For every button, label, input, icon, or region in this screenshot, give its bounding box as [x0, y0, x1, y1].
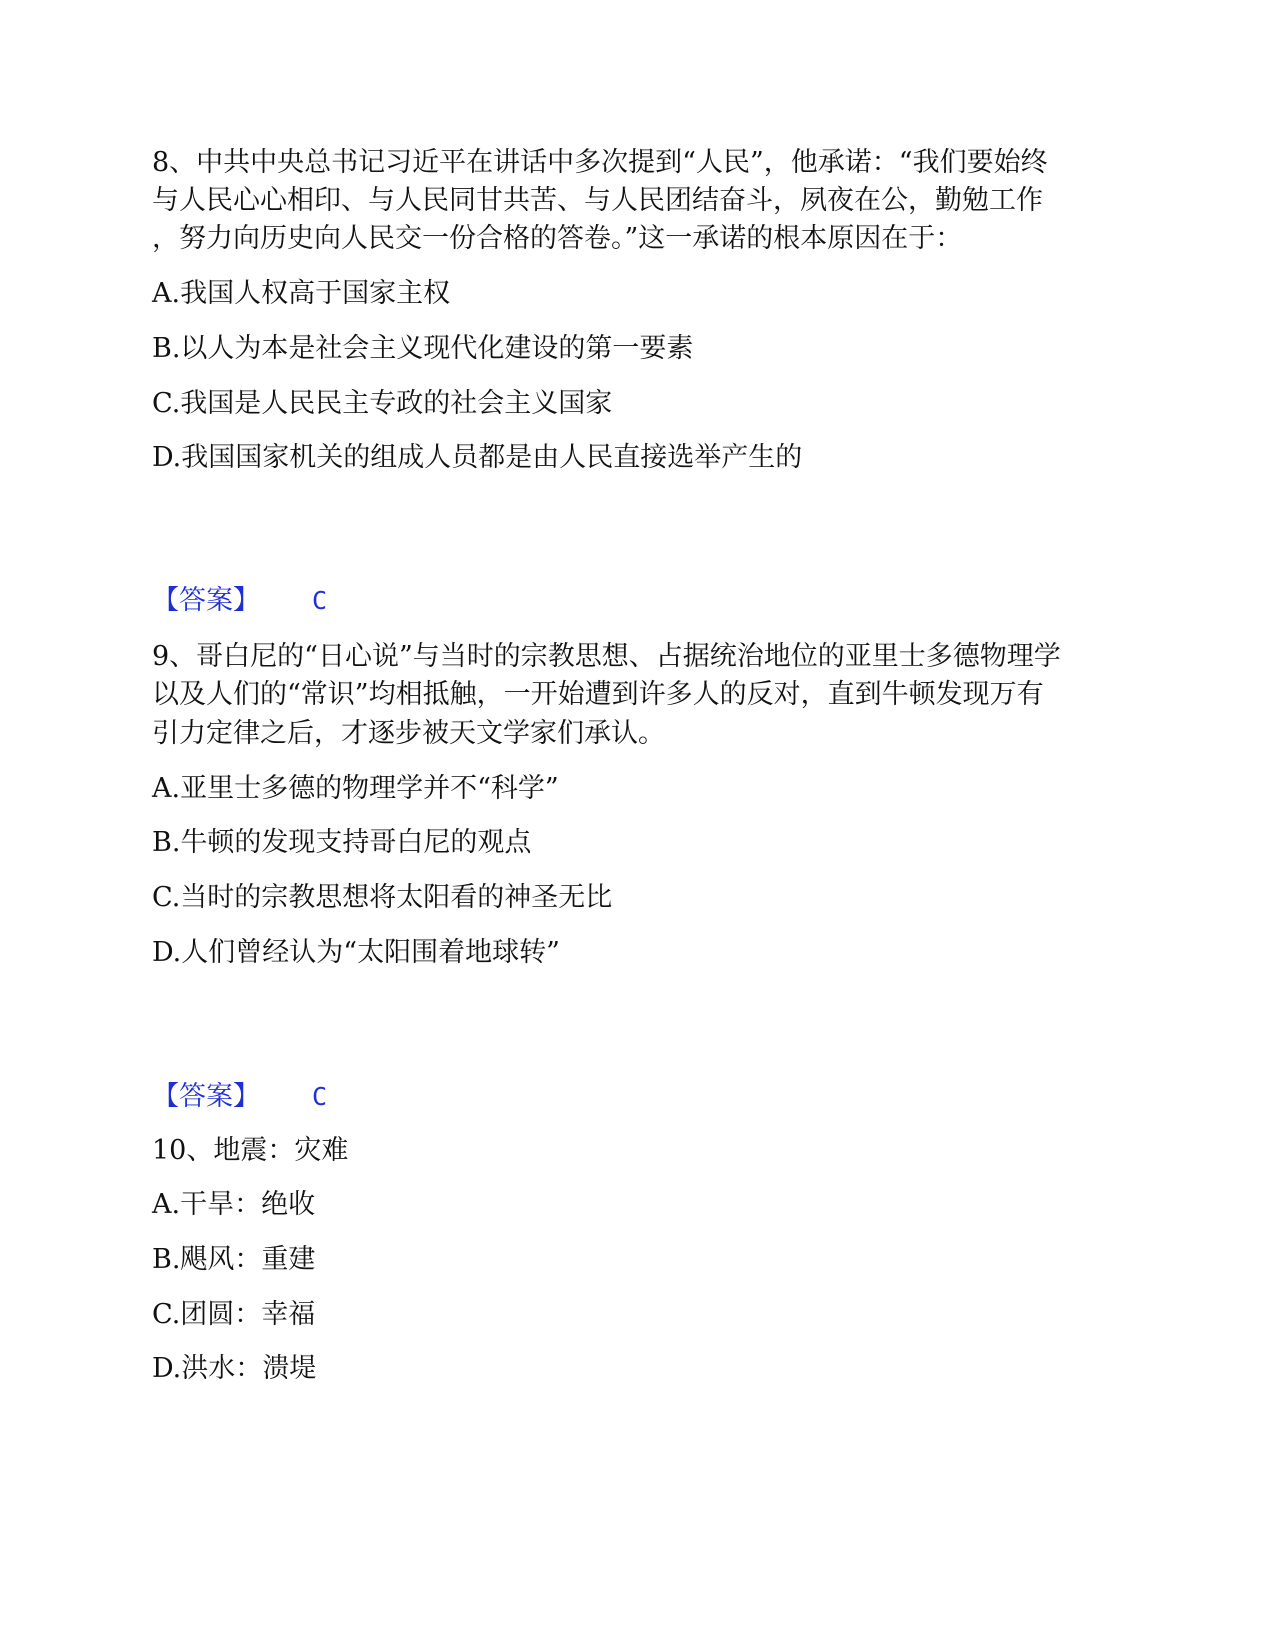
q10-option-b: B.飓风：重建: [152, 1244, 316, 1275]
q9-option-b: B.牛顿的发现支持哥白尼的观点: [152, 827, 532, 858]
q10-option-a: A.干旱：绝收: [152, 1189, 316, 1220]
q10-stem: 10、地震：灾难: [152, 1135, 349, 1166]
q8-answer: [152, 581, 327, 621]
q8-answer-label: 【答案】: [152, 585, 260, 616]
q9-stem-line-2: 以及人们的“常识”均相抵触，一开始遭到许多人的反对，直到牛顿发现万有: [152, 679, 1044, 710]
q9-answer-label: 【答案】: [152, 1081, 260, 1112]
q8-option-a: A.我国人权高于国家主权: [152, 278, 451, 309]
q10-option-c: C.团圆：幸福: [152, 1299, 316, 1330]
q9-answer: [152, 1077, 327, 1117]
q9-option-c: C.当时的宗教思想将太阳看的神圣无比: [152, 882, 613, 913]
q8-stem-line-1: 8、中共中央总书记习近平在讲话中多次提到“人民”，他承诺：“我们要始终: [152, 147, 1048, 178]
q8-option-b: B.以人为本是社会主义现代化建设的第一要素: [152, 333, 694, 364]
q10-option-d: D.洪水：溃堤: [152, 1353, 317, 1384]
q8-option-d: D.我国国家机关的组成人员都是由人民直接选举产生的: [152, 442, 803, 473]
q8-answer-value: C: [312, 586, 328, 615]
q9-answer-value: C: [312, 1082, 328, 1111]
q8-stem-line-3: ，努力向历史向人民交一份合格的答卷。”这一承诺的根本原因在于：: [152, 223, 963, 254]
q8-option-c: C.我国是人民民主专政的社会主义国家: [152, 388, 613, 419]
q9-stem-line-3: 引力定律之后，才逐步被天文学家们承认。: [152, 718, 665, 749]
q8-stem-line-2: 与人民心心相印、与人民同甘共苦、与人民团结奋斗，夙夜在公，勤勉工作: [152, 185, 1043, 216]
q9-stem-line-1: 9、哥白尼的“日心说”与当时的宗教思想、占据统治地位的亚里士多德物理学: [152, 641, 1061, 672]
q9-option-d: D.人们曾经认为“太阳围着地球转”: [152, 937, 560, 968]
q9-option-a: A.亚里士多德的物理学并不“科学”: [152, 773, 559, 804]
